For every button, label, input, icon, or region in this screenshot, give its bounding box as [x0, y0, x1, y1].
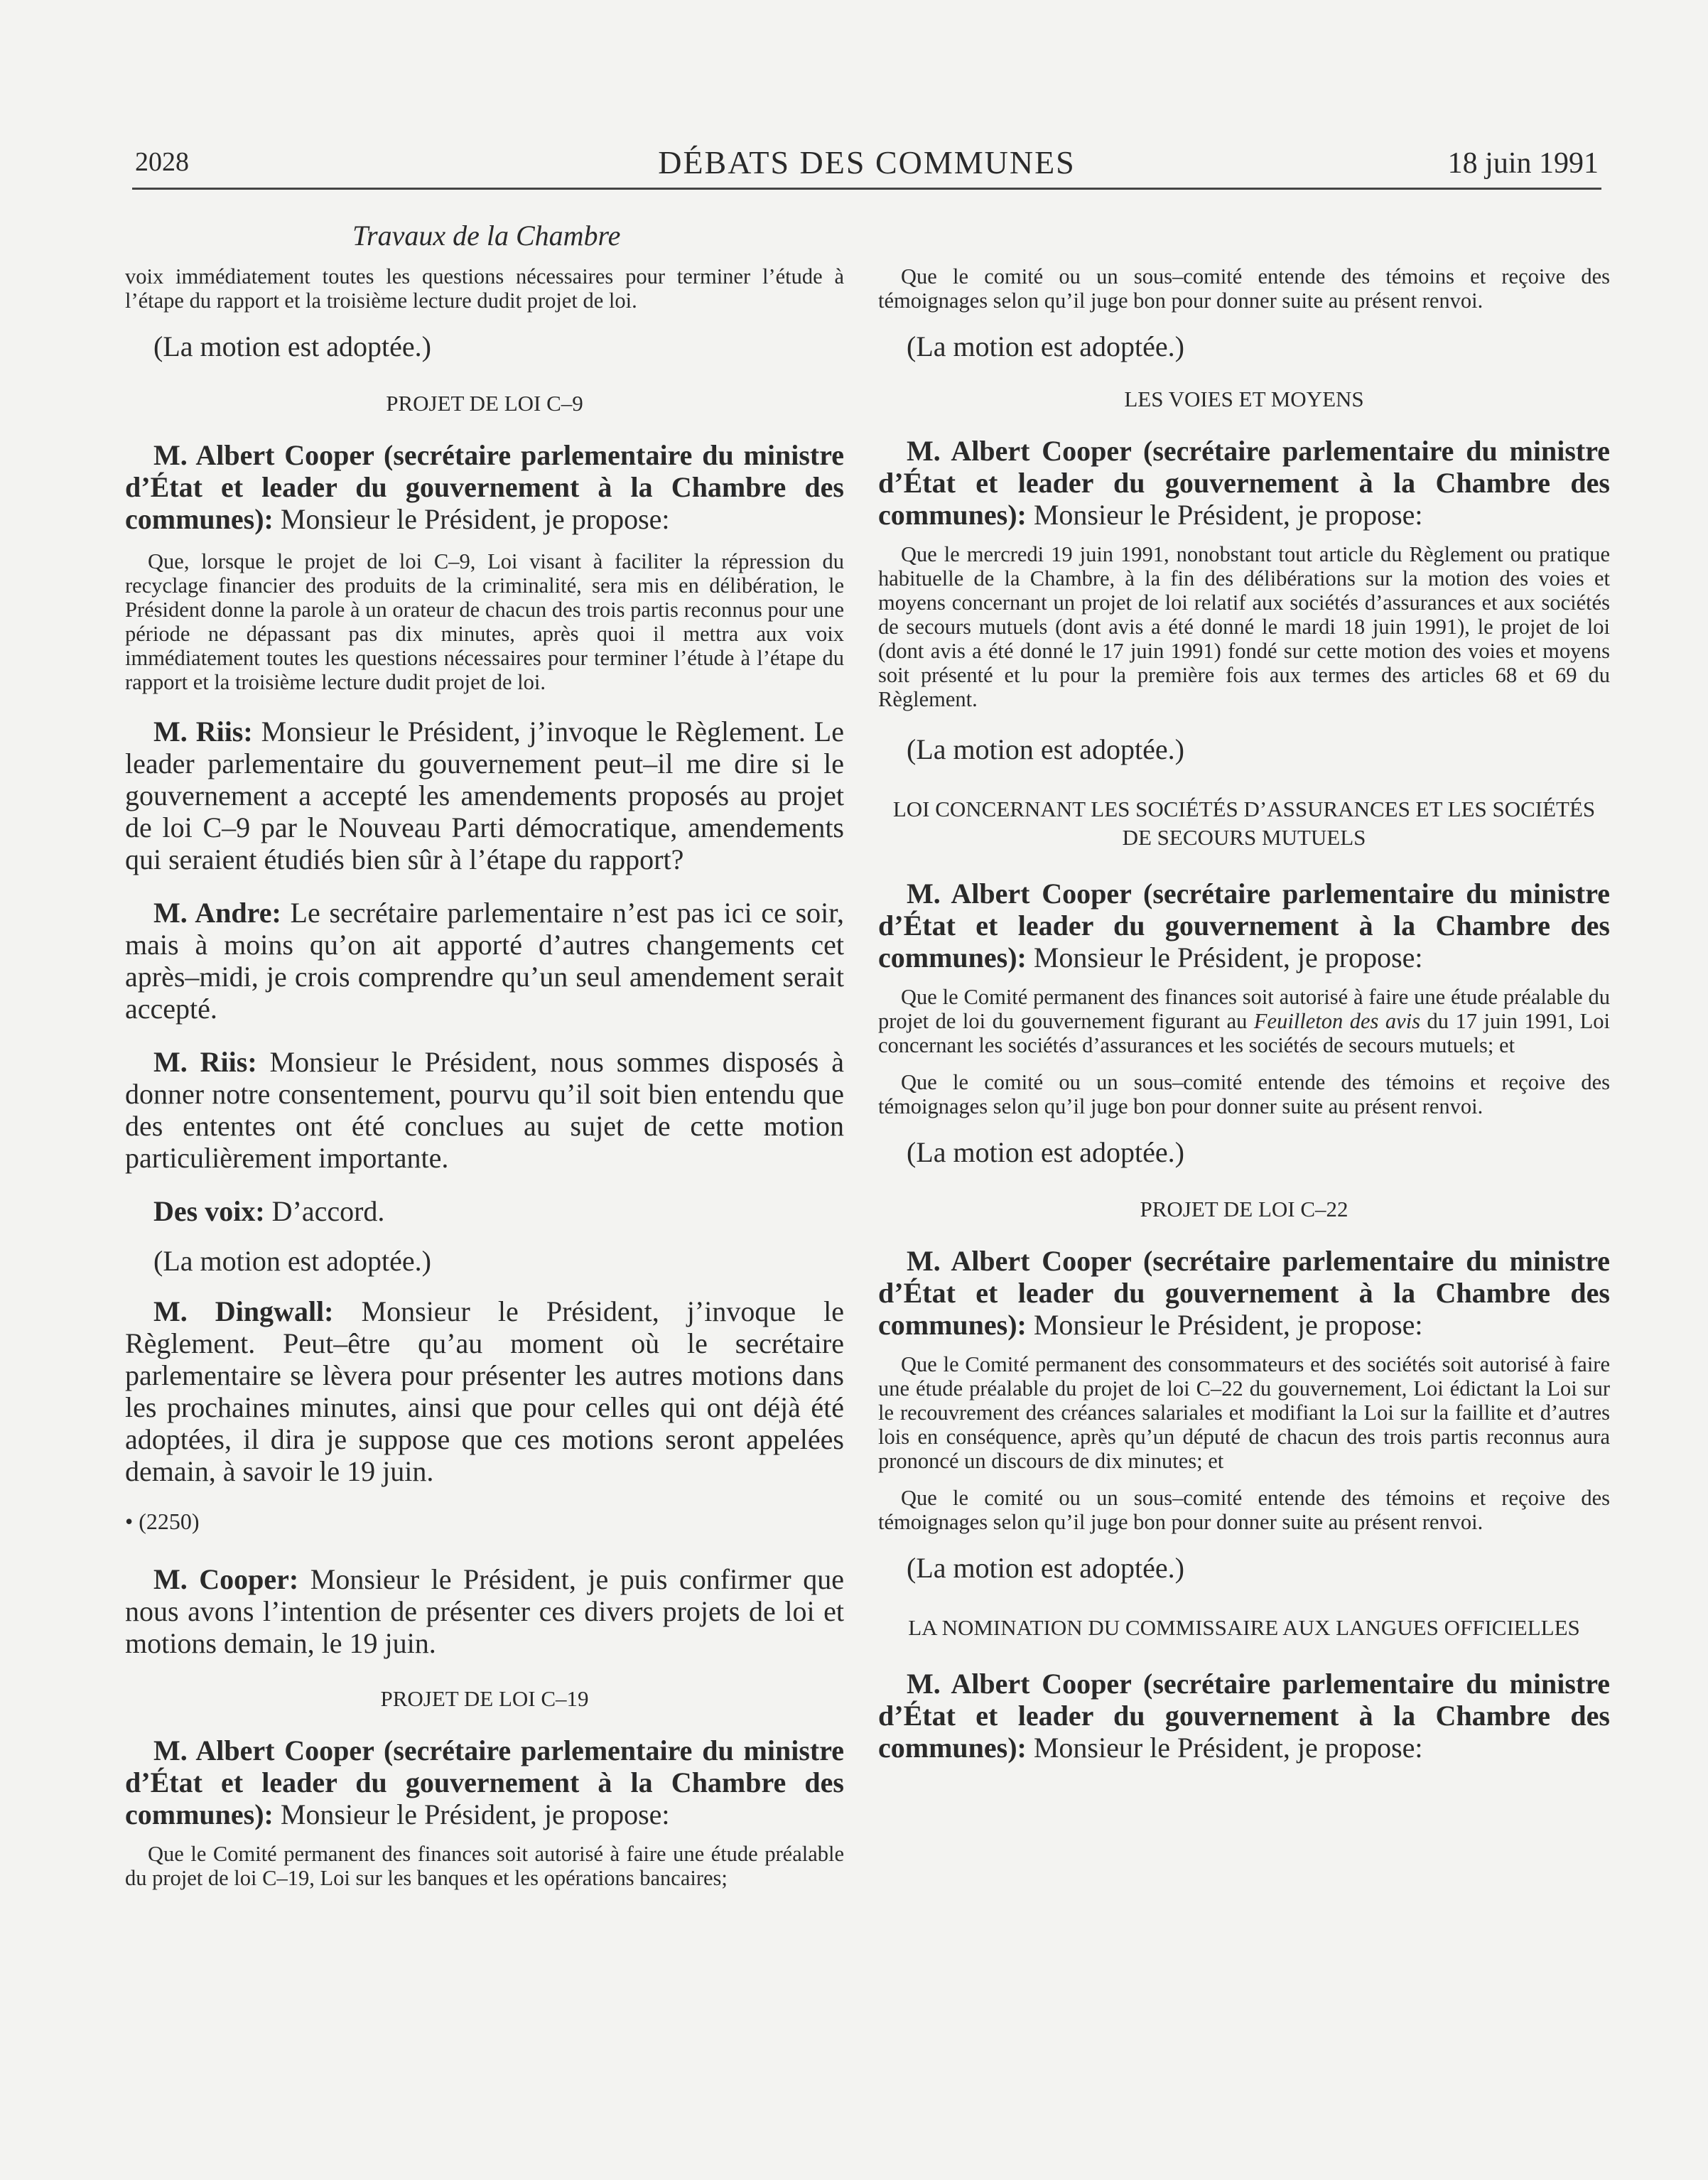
- section-heading: PROJET DE LOI C–22: [1140, 1197, 1348, 1221]
- speech-text: Le secrétaire parlementaire n’est pas ici ce soir, mais à moins qu’on ait apporté d’autres changements cet après–midi, je crois comprendre qu’un seul amendement serait accepté.: [125, 897, 844, 1025]
- speech-paragraph: [125, 1295, 844, 1487]
- page-date: 18 juin 1991: [1447, 147, 1599, 180]
- motion-text-part: Que le Comité permanent des finances soit autorisé à faire une étude préalable du projet de loi du gouvernement figurant au: [878, 985, 1610, 1033]
- page-header: [132, 144, 1601, 190]
- left-column: [125, 264, 844, 1890]
- speech-paragraph: [125, 1734, 844, 1830]
- speech-text: Monsieur le Président, je propose:: [1026, 499, 1423, 531]
- speech-text: Monsieur le Président, je propose:: [273, 503, 670, 535]
- speaker-name: Des voix:: [153, 1195, 265, 1227]
- speech-paragraph: [125, 1046, 844, 1174]
- speaker-name: M. Albert Cooper (secrétaire parlementaire du ministre d’État et leader du gouvernement à la Chambre des communes):: [878, 1245, 1610, 1341]
- motion-text: Que le comité ou un sous–comité entende des témoins et reçoive des témoignages selon qu’il juge bon pour donner suite au présent renvoi.: [878, 1070, 1610, 1118]
- speech-paragraph: [125, 1563, 844, 1659]
- publication-title: DÉBATS DES COMMUNES: [658, 144, 1076, 180]
- speech-paragraph: [125, 716, 844, 875]
- speaker-name: M. Riis:: [153, 1046, 257, 1078]
- motion-adopted: (La motion est adoptée.): [907, 330, 1184, 362]
- speech-paragraph: [878, 1668, 1610, 1764]
- speech-paragraph: [125, 439, 844, 535]
- speech-text: Monsieur le Président, j’invoque le Règlement. Le leader parlementaire du gouvernement peut–il me dire si le gouvernement a accepté les amendements proposés au projet de loi C–9 par le Nouveau Parti démocratique, amendements qui seraient étudiés bien sûr à l’étape du rapport?: [125, 716, 844, 875]
- speaker-name: M. Albert Cooper (secrétaire parlementaire du ministre d’État et leader du gouvernement à la Chambre des communes):: [878, 878, 1610, 973]
- speech-paragraph: [125, 1195, 844, 1227]
- speaker-name: M. Dingwall:: [153, 1295, 334, 1327]
- speech-paragraph: [878, 435, 1610, 531]
- motion-text: Que, lorsque le projet de loi C–9, Loi visant à faciliter la répression du recyclage financier des produits de la criminalité, sera mis en délibération, le Président donne la parole à un orateur de chacun des trois partis reconnus pour une période ne dépassant pas dix minutes, après quoi il mettra aux voix immédiatement toutes les questions nécessaires pour terminer l’étude à l’étape du rapport et la troisième lecture dudit projet de loi.: [125, 549, 844, 694]
- section-heading: LOI CONCERNANT LES SOCIÉTÉS D’ASSURANCES ET LES SOCIÉTÉS DE SECOURS MUTUELS: [892, 797, 1596, 850]
- speech-text: Monsieur le Président, nous sommes disposés à donner notre consentement, pourvu qu’il soit bien entendu que des ententes ont été conclues au sujet de cette motion particulièrement importante.: [125, 1046, 844, 1174]
- speaker-name: M. Andre:: [153, 897, 281, 929]
- speech-paragraph: [878, 1245, 1610, 1341]
- motion-adopted: (La motion est adoptée.): [907, 1136, 1184, 1168]
- motion-text: Que le comité ou un sous–comité entende des témoins et reçoive des témoignages selon qu’il juge bon pour donner suite au présent renvoi.: [878, 1486, 1610, 1534]
- motion-adopted: (La motion est adoptée.): [153, 1245, 431, 1277]
- paragraph: voix immédiatement toutes les questions nécessaires pour terminer l’étude à l’étape du rapport et la troisième lecture dudit projet de loi.: [125, 264, 844, 313]
- motion-adopted: (La motion est adoptée.): [153, 330, 431, 362]
- speech-text: D’accord.: [264, 1195, 385, 1227]
- right-column: [878, 264, 1610, 1764]
- speech-paragraph: [125, 897, 844, 1025]
- speaker-name: M. Cooper:: [153, 1563, 299, 1595]
- motion-adopted: (La motion est adoptée.): [907, 1552, 1184, 1584]
- time-marker: • (2250): [125, 1509, 200, 1534]
- speech-text: Monsieur le Président, je puis confirmer que nous avons l’intention de présenter ces divers projets de loi et motions demain, le 19 juin.: [125, 1563, 844, 1659]
- speaker-name: M. Albert Cooper (secrétaire parlementaire du ministre d’État et leader du gouvernement à la Chambre des communes):: [125, 1734, 844, 1830]
- speech-paragraph: [878, 878, 1610, 973]
- motion-text: [878, 985, 1610, 1057]
- section-label: Travaux de la Chambre: [352, 220, 621, 252]
- speech-text: Monsieur le Président, je propose:: [1026, 1309, 1423, 1341]
- speaker-name: M. Albert Cooper (secrétaire parlementaire du ministre d’État et leader du gouvernement à la Chambre des communes):: [125, 439, 844, 535]
- motion-text: Que le mercredi 19 juin 1991, nonobstant tout article du Règlement ou pratique habituelle de la Chambre, à la fin des délibérations sur la motion des voies et moyens concernant un projet de loi relatif aux sociétés d’assurances et aux sociétés de secours mutuels (dont avis a été donné le mardi 18 juin 1991), le projet de loi (dont avis a été donné le 17 juin 1991) fondé sur cette motion des voies et moyens soit présenté et lu pour la première fois aux termes des articles 68 et 69 du Règlement.: [878, 542, 1610, 711]
- section-heading: PROJET DE LOI C–19: [380, 1686, 589, 1711]
- page-number: 2028: [135, 147, 189, 177]
- section-heading: LES VOIES ET MOYENS: [1124, 387, 1364, 411]
- speech-text: Monsieur le Président, je propose:: [273, 1798, 670, 1830]
- speech-text: Monsieur le Président, j’invoque le Règlement. Peut–être qu’au moment où le secrétaire parlementaire se lèvera pour présenter les autres motions dans les prochaines minutes, ainsi que pour celles qui ont déjà été adoptées, il dira je suppose que ces motions seront appelées demain, à savoir le 19 juin.: [125, 1295, 844, 1487]
- speaker-name: M. Albert Cooper (secrétaire parlementaire du ministre d’État et leader du gouvernement à la Chambre des communes):: [878, 1668, 1610, 1764]
- publication-reference: Feuilleton des avis: [1253, 1009, 1421, 1033]
- motion-text-part: du 17 juin 1991, Loi concernant les sociétés d’assurances et les sociétés de secours mutuels; et: [878, 1009, 1610, 1057]
- section-heading: LA NOMINATION DU COMMISSAIRE AUX LANGUES OFFICIELLES: [908, 1615, 1580, 1640]
- motion-text: Que le Comité permanent des finances soit autorisé à faire une étude préalable du projet de loi C–19, Loi sur les banques et les opérations bancaires;: [125, 1842, 844, 1890]
- motion-text: Que le comité ou un sous–comité entende des témoins et reçoive des témoignages selon qu’il juge bon pour donner suite au présent renvoi.: [878, 264, 1610, 313]
- speech-text: Monsieur le Président, je propose:: [1026, 941, 1423, 973]
- speaker-name: M. Riis:: [153, 716, 253, 748]
- section-heading: PROJET DE LOI C–9: [386, 391, 583, 416]
- motion-text: Que le Comité permanent des consommateurs et des sociétés soit autorisé à faire une étude préalable du projet de loi C–22 du gouvernement, Loi édictant la Loi sur le recouvrement des créances salariales et modifiant la Loi sur la faillite et d’autres lois en conséquence, après qu’un député de chacun des trois partis reconnus aura prononcé un discours de dix minutes; et: [878, 1352, 1610, 1473]
- speaker-name: M. Albert Cooper (secrétaire parlementaire du ministre d’État et leader du gouvernement à la Chambre des communes):: [878, 435, 1610, 531]
- speech-text: Monsieur le Président, je propose:: [1026, 1732, 1423, 1764]
- motion-adopted: (La motion est adoptée.): [907, 733, 1184, 765]
